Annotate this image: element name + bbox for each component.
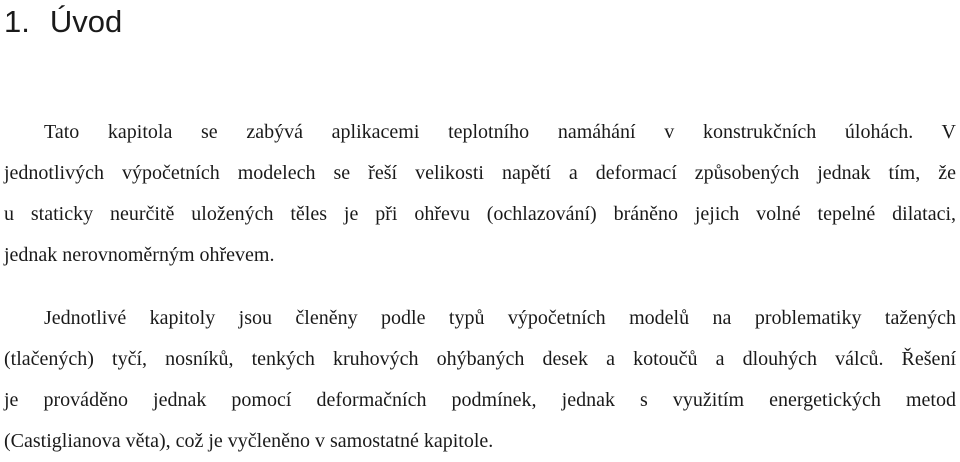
section-number: 1. bbox=[4, 4, 30, 39]
paragraph-line: u staticky neurčitě uložených těles je při ohřevu (ochlazování) bráněno jejich volné tepelné dilataci, bbox=[4, 203, 956, 225]
paragraph-line: Tato kapitola se zabývá aplikacemi teplotního namáhání v konstrukčních úlohách. V bbox=[44, 121, 956, 143]
section-title: Úvod bbox=[49, 4, 123, 39]
paragraph-line: jednotlivých výpočetních modelech se řeší velikosti napětí a deformací způsobených jednak tím, že bbox=[4, 162, 956, 184]
paragraph-chapters bbox=[4, 298, 956, 462]
paragraph-line: (Castiglianova věta), což je vyčleněno v samostatné kapitole. bbox=[4, 430, 494, 452]
section-heading bbox=[4, 4, 122, 40]
paragraph-intro bbox=[4, 112, 956, 276]
paragraph-line: (tlačených) tyčí, nosníků, tenkých kruhových ohýbaných desek a kotoučů a dlouhých válců. Řešení bbox=[4, 348, 956, 370]
paragraph-line: je prováděno jednak pomocí deformačních podmínek, jednak s využitím energetických metod bbox=[4, 389, 956, 411]
paragraph-line: Jednotlivé kapitoly jsou členěny podle typů výpočetních modelů na problematiky tažených bbox=[44, 307, 956, 329]
paragraph-line: jednak nerovnoměrným ohřevem. bbox=[4, 244, 275, 266]
